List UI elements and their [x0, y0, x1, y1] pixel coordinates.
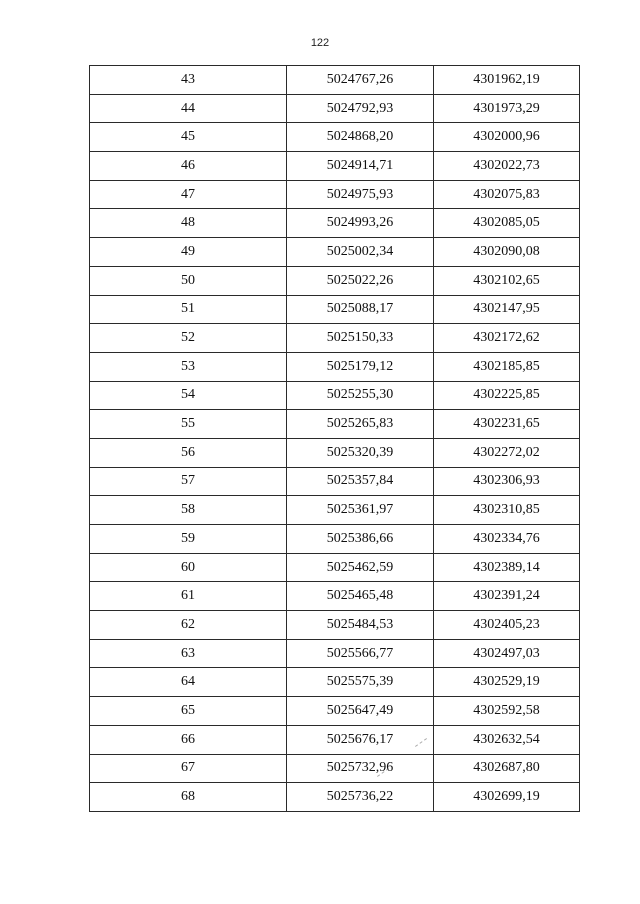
x-coordinate-cell: 5024868,20 — [287, 123, 434, 152]
x-coordinate-cell: 5024792,93 — [287, 94, 434, 123]
point-number-cell: 67 — [90, 754, 287, 783]
point-number-cell: 46 — [90, 152, 287, 181]
table-row — [90, 725, 580, 754]
y-coordinate-cell: 4302000,96 — [434, 123, 580, 152]
table-row — [90, 525, 580, 554]
y-coordinate-cell: 4302231,65 — [434, 410, 580, 439]
point-number-cell: 59 — [90, 525, 287, 554]
table-row — [90, 668, 580, 697]
y-coordinate-cell: 4302085,05 — [434, 209, 580, 238]
x-coordinate-cell: 5025255,30 — [287, 381, 434, 410]
y-coordinate-cell: 4302334,76 — [434, 525, 580, 554]
point-number-cell: 48 — [90, 209, 287, 238]
table-row — [90, 180, 580, 209]
point-number-cell: 65 — [90, 697, 287, 726]
table-row — [90, 324, 580, 353]
y-coordinate-cell: 4302497,03 — [434, 639, 580, 668]
table-row — [90, 783, 580, 812]
point-number-cell: 68 — [90, 783, 287, 812]
y-coordinate-cell: 4302389,14 — [434, 553, 580, 582]
x-coordinate-cell: 5025357,84 — [287, 467, 434, 496]
x-coordinate-cell: 5025465,48 — [287, 582, 434, 611]
table-row — [90, 238, 580, 267]
table-row — [90, 152, 580, 181]
table-row — [90, 381, 580, 410]
y-coordinate-cell: 4301962,19 — [434, 66, 580, 95]
table-row — [90, 66, 580, 95]
x-coordinate-cell: 5025022,26 — [287, 266, 434, 295]
y-coordinate-cell: 4302306,93 — [434, 467, 580, 496]
point-number-cell: 66 — [90, 725, 287, 754]
x-coordinate-cell: 5025732,96 — [287, 754, 434, 783]
y-coordinate-cell: 4302225,85 — [434, 381, 580, 410]
point-number-cell: 61 — [90, 582, 287, 611]
y-coordinate-cell: 4302391,24 — [434, 582, 580, 611]
point-number-cell: 60 — [90, 553, 287, 582]
point-number-cell: 44 — [90, 94, 287, 123]
x-coordinate-cell: 5025265,83 — [287, 410, 434, 439]
table-row — [90, 266, 580, 295]
y-coordinate-cell: 4302075,83 — [434, 180, 580, 209]
point-number-cell: 47 — [90, 180, 287, 209]
x-coordinate-cell: 5024767,26 — [287, 66, 434, 95]
point-number-cell: 45 — [90, 123, 287, 152]
x-coordinate-cell: 5025462,59 — [287, 553, 434, 582]
x-coordinate-cell: 5025320,39 — [287, 438, 434, 467]
point-number-cell: 53 — [90, 352, 287, 381]
y-coordinate-cell: 4302147,95 — [434, 295, 580, 324]
table-row — [90, 352, 580, 381]
table-row — [90, 295, 580, 324]
x-coordinate-cell: 5025484,53 — [287, 611, 434, 640]
point-number-cell: 43 — [90, 66, 287, 95]
y-coordinate-cell: 4302310,85 — [434, 496, 580, 525]
x-coordinate-cell: 5025566,77 — [287, 639, 434, 668]
table-row — [90, 582, 580, 611]
y-coordinate-cell: 4301973,29 — [434, 94, 580, 123]
y-coordinate-cell: 4302687,80 — [434, 754, 580, 783]
table-row — [90, 438, 580, 467]
x-coordinate-cell: 5025179,12 — [287, 352, 434, 381]
point-number-cell: 52 — [90, 324, 287, 353]
y-coordinate-cell: 4302022,73 — [434, 152, 580, 181]
y-coordinate-cell: 4302102,65 — [434, 266, 580, 295]
y-coordinate-cell: 4302592,58 — [434, 697, 580, 726]
page-number: 122 — [310, 37, 330, 49]
x-coordinate-cell: 5024975,93 — [287, 180, 434, 209]
coordinates-table-body — [90, 66, 580, 812]
x-coordinate-cell: 5025647,49 — [287, 697, 434, 726]
y-coordinate-cell: 4302632,54 — [434, 725, 580, 754]
x-coordinate-cell: 5025386,66 — [287, 525, 434, 554]
point-number-cell: 51 — [90, 295, 287, 324]
point-number-cell: 57 — [90, 467, 287, 496]
table-row — [90, 496, 580, 525]
table-row — [90, 410, 580, 439]
point-number-cell: 49 — [90, 238, 287, 267]
y-coordinate-cell: 4302699,19 — [434, 783, 580, 812]
point-number-cell: 56 — [90, 438, 287, 467]
table-row — [90, 553, 580, 582]
x-coordinate-cell: 5024993,26 — [287, 209, 434, 238]
y-coordinate-cell: 4302405,23 — [434, 611, 580, 640]
point-number-cell: 64 — [90, 668, 287, 697]
table-row — [90, 611, 580, 640]
x-coordinate-cell: 5025575,39 — [287, 668, 434, 697]
point-number-cell: 55 — [90, 410, 287, 439]
table-row — [90, 209, 580, 238]
x-coordinate-cell: 5025676,17 — [287, 725, 434, 754]
y-coordinate-cell: 4302172,62 — [434, 324, 580, 353]
table-row — [90, 94, 580, 123]
x-coordinate-cell: 5025088,17 — [287, 295, 434, 324]
x-coordinate-cell: 5024914,71 — [287, 152, 434, 181]
point-number-cell: 50 — [90, 266, 287, 295]
table-row — [90, 123, 580, 152]
y-coordinate-cell: 4302090,08 — [434, 238, 580, 267]
table-row — [90, 467, 580, 496]
point-number-cell: 62 — [90, 611, 287, 640]
table-row — [90, 697, 580, 726]
y-coordinate-cell: 4302272,02 — [434, 438, 580, 467]
point-number-cell: 54 — [90, 381, 287, 410]
table-row — [90, 639, 580, 668]
x-coordinate-cell: 5025736,22 — [287, 783, 434, 812]
x-coordinate-cell: 5025150,33 — [287, 324, 434, 353]
point-number-cell: 58 — [90, 496, 287, 525]
y-coordinate-cell: 4302185,85 — [434, 352, 580, 381]
table-row — [90, 754, 580, 783]
coordinates-table — [89, 65, 580, 812]
y-coordinate-cell: 4302529,19 — [434, 668, 580, 697]
point-number-cell: 63 — [90, 639, 287, 668]
x-coordinate-cell: 5025002,34 — [287, 238, 434, 267]
x-coordinate-cell: 5025361,97 — [287, 496, 434, 525]
